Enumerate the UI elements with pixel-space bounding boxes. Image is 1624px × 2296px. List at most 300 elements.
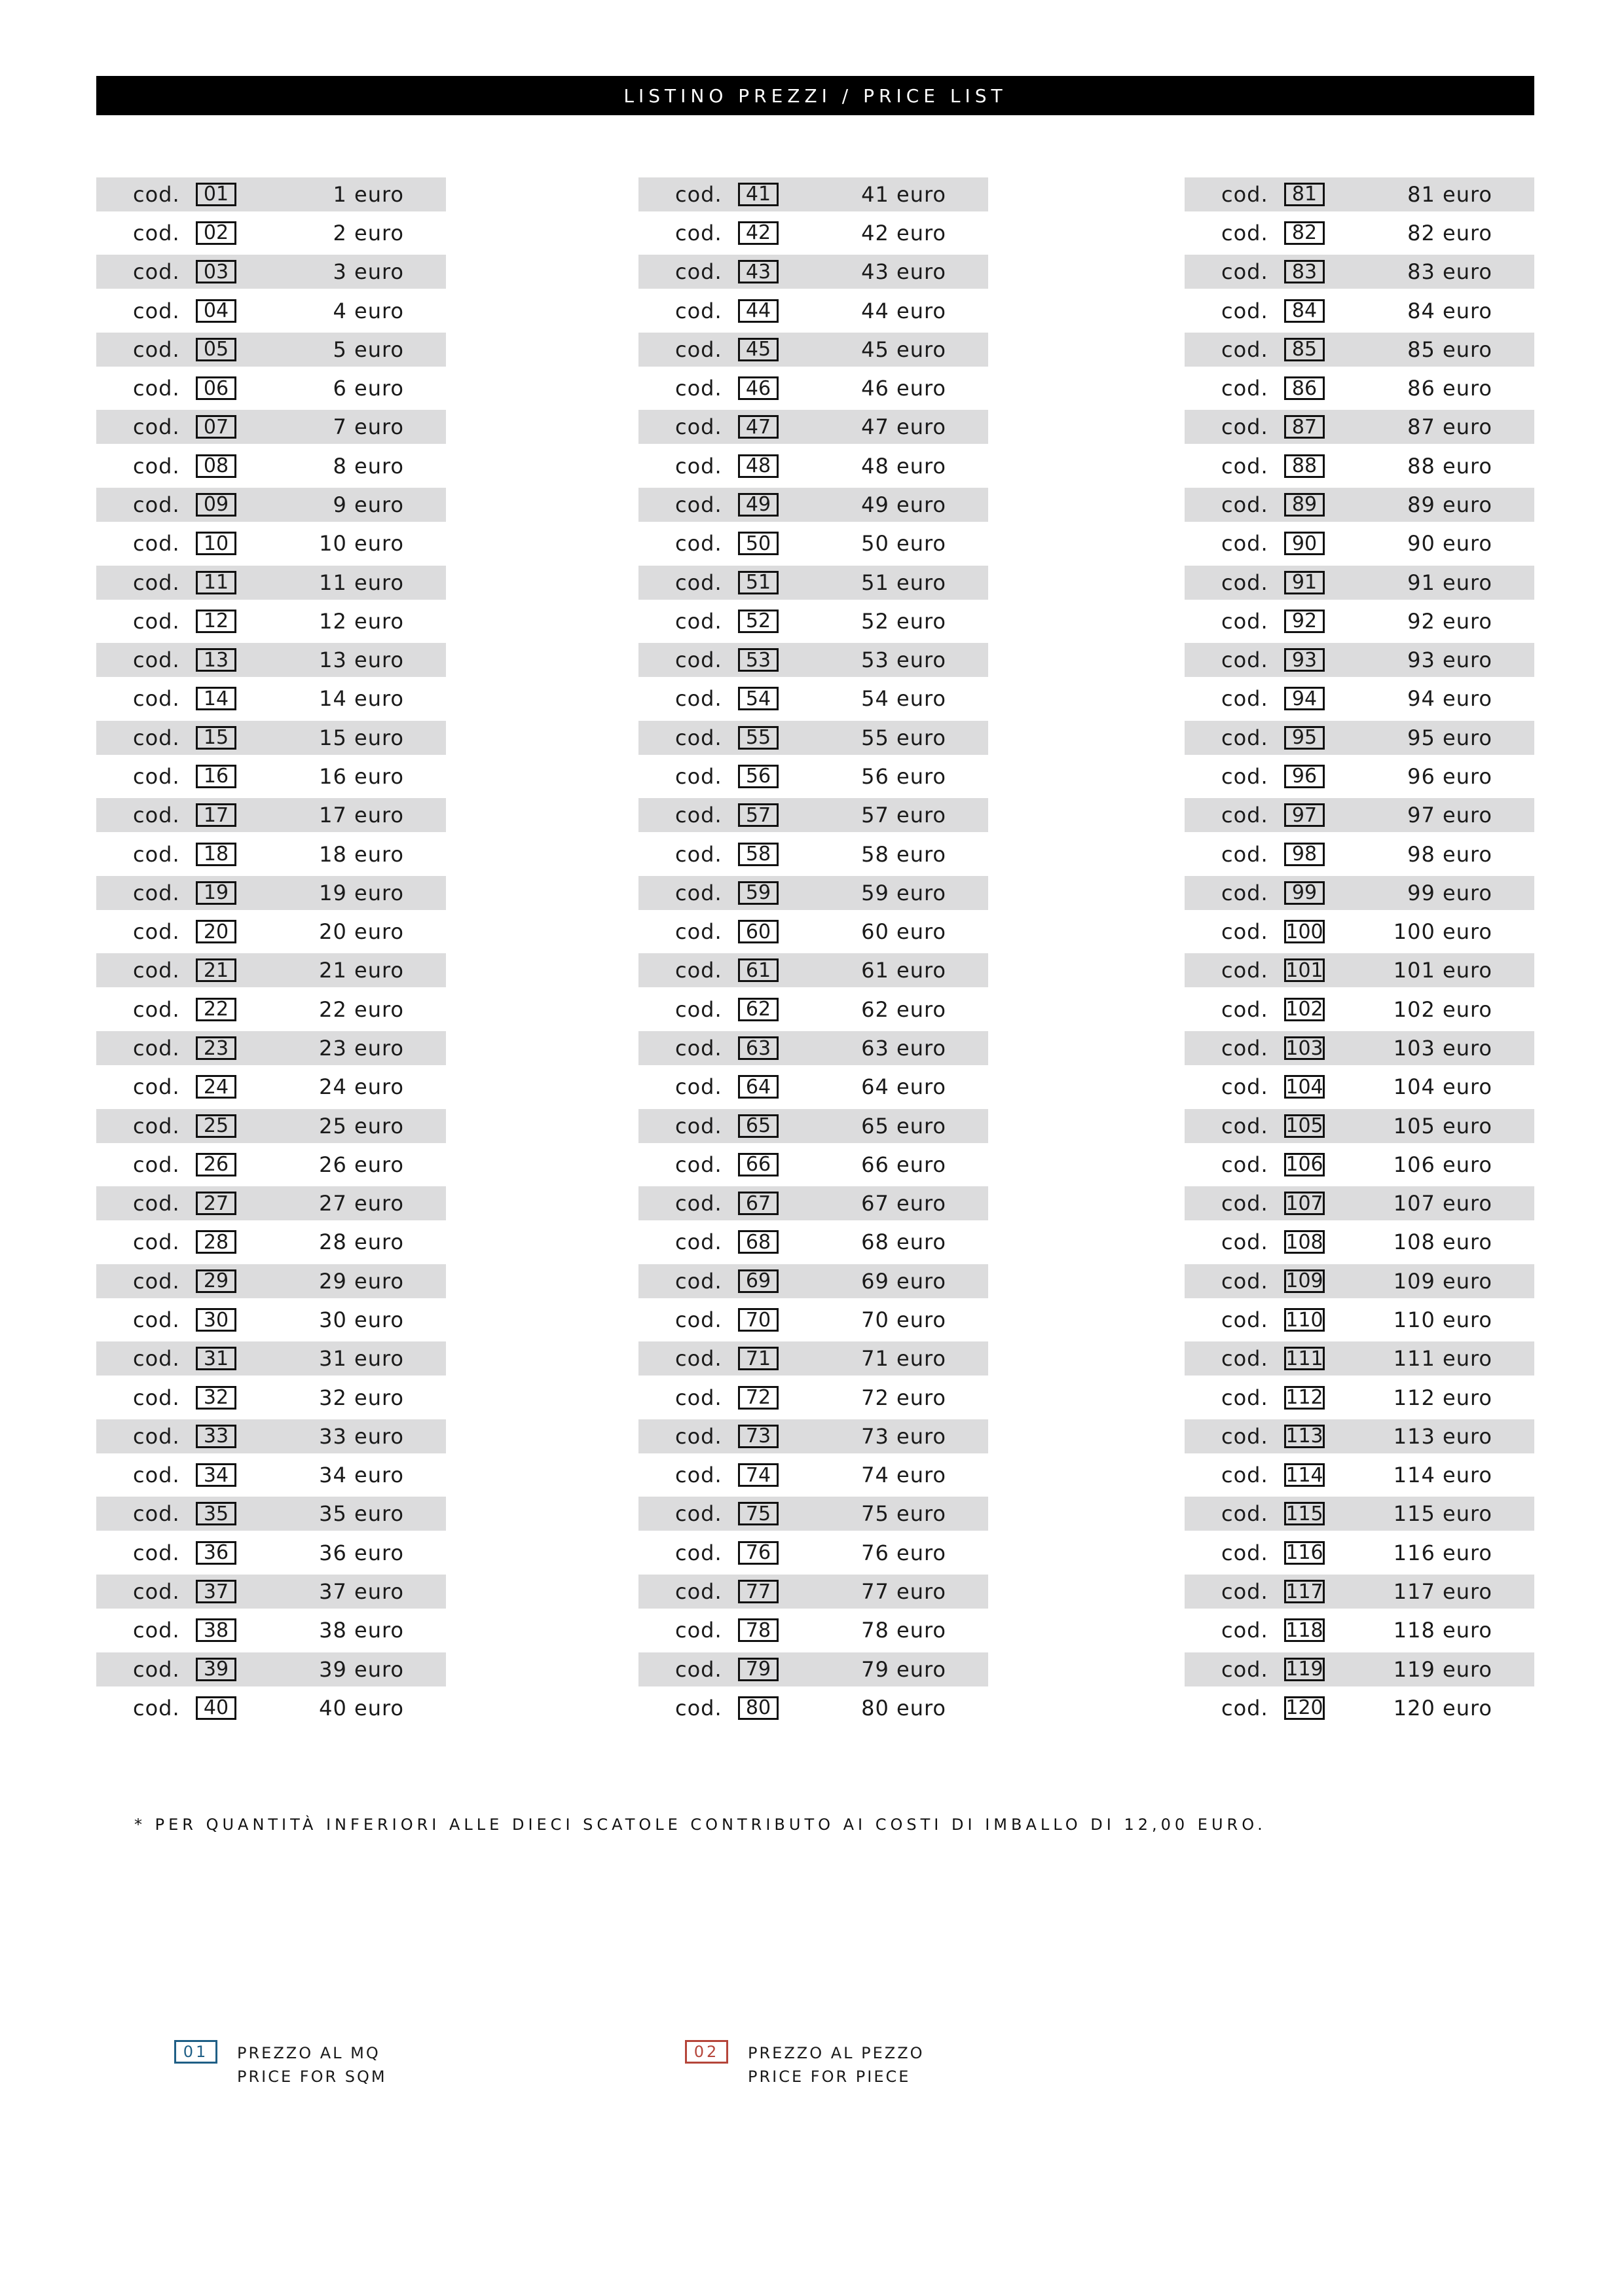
price-value: 43 euro	[861, 259, 946, 285]
cod-label: cod.	[1221, 725, 1268, 750]
code-box: 04	[196, 299, 236, 323]
cod-label: cod.	[133, 841, 180, 867]
price-row	[1185, 369, 1534, 407]
price-value: 35 euro	[319, 1501, 404, 1527]
price-row	[638, 643, 988, 677]
cod-label: cod.	[675, 803, 722, 828]
code-box: 82	[1284, 221, 1325, 245]
price-row	[96, 990, 446, 1029]
code-box: 118	[1284, 1618, 1325, 1642]
code-box: 13	[196, 648, 236, 672]
code-box: 47	[738, 415, 779, 439]
cod-label: cod.	[675, 647, 722, 673]
price-value: 61 euro	[861, 958, 946, 983]
price-row	[638, 333, 988, 367]
price-value: 18 euro	[319, 841, 404, 867]
cod-label: cod.	[1221, 841, 1268, 867]
cod-label: cod.	[675, 686, 722, 712]
legend-code-box: 01	[174, 2040, 217, 2064]
price-value: 68 euro	[861, 1230, 946, 1255]
code-box: 31	[196, 1347, 236, 1370]
code-box: 63	[738, 1036, 779, 1060]
price-value: 52 euro	[861, 608, 946, 634]
cod-label: cod.	[1221, 570, 1268, 595]
code-box: 92	[1284, 610, 1325, 633]
code-box: 106	[1284, 1153, 1325, 1176]
code-box: 54	[738, 687, 779, 710]
cod-label: cod.	[675, 1423, 722, 1449]
price-row	[1185, 643, 1534, 677]
code-box: 71	[738, 1347, 779, 1370]
price-value: 56 euro	[861, 763, 946, 789]
legend-item-sqm	[174, 2040, 387, 2088]
price-value: 75 euro	[861, 1501, 946, 1527]
code-box: 52	[738, 610, 779, 633]
price-row	[1185, 1378, 1534, 1417]
cod-label: cod.	[675, 1618, 722, 1643]
cod-label: cod.	[675, 414, 722, 440]
price-row	[96, 1419, 446, 1453]
price-row	[1185, 1456, 1534, 1495]
price-value: 98 euro	[1407, 841, 1492, 867]
code-box: 70	[738, 1308, 779, 1332]
price-row	[96, 643, 446, 677]
code-box: 14	[196, 687, 236, 710]
cod-label: cod.	[675, 259, 722, 285]
price-value: 25 euro	[319, 1113, 404, 1139]
price-row	[96, 1264, 446, 1298]
price-value: 16 euro	[319, 763, 404, 789]
code-box: 76	[738, 1541, 779, 1565]
code-box: 87	[1284, 415, 1325, 439]
price-row	[1185, 1688, 1534, 1727]
price-row	[638, 990, 988, 1029]
code-box: 86	[1284, 376, 1325, 400]
price-row	[638, 721, 988, 755]
code-box: 108	[1284, 1230, 1325, 1254]
cod-label: cod.	[133, 763, 180, 789]
cod-label: cod.	[1221, 1036, 1268, 1061]
price-row	[96, 1031, 446, 1065]
price-row	[96, 1652, 446, 1686]
price-row	[1185, 1419, 1534, 1453]
price-row	[1185, 757, 1534, 795]
cod-label: cod.	[133, 1579, 180, 1605]
price-row	[96, 524, 446, 563]
code-box: 57	[738, 803, 779, 827]
cod-label: cod.	[133, 1346, 180, 1372]
code-box: 20	[196, 920, 236, 943]
price-value: 14 euro	[319, 686, 404, 712]
cod-label: cod.	[1221, 686, 1268, 712]
code-box: 100	[1284, 920, 1325, 943]
price-value: 51 euro	[861, 570, 946, 595]
price-value: 50 euro	[861, 531, 946, 556]
cod-label: cod.	[133, 1113, 180, 1139]
price-value: 23 euro	[319, 1036, 404, 1061]
code-box: 85	[1284, 338, 1325, 361]
price-row	[638, 757, 988, 795]
cod-label: cod.	[1221, 1423, 1268, 1449]
price-row	[1185, 1068, 1534, 1106]
code-box: 19	[196, 881, 236, 905]
price-row	[638, 213, 988, 252]
cod-label: cod.	[1221, 1579, 1268, 1605]
price-value: 5 euro	[333, 337, 404, 362]
price-value: 86 euro	[1407, 376, 1492, 401]
price-value: 69 euro	[861, 1268, 946, 1294]
price-value: 42 euro	[861, 220, 946, 246]
price-row	[1185, 446, 1534, 485]
code-box: 103	[1284, 1036, 1325, 1060]
code-box: 113	[1284, 1425, 1325, 1448]
price-row	[96, 1109, 446, 1143]
code-box: 07	[196, 415, 236, 439]
price-value: 39 euro	[319, 1656, 404, 1682]
price-row	[96, 177, 446, 211]
price-row	[1185, 1300, 1534, 1339]
price-row	[638, 1068, 988, 1106]
price-value: 104 euro	[1393, 1074, 1492, 1100]
price-row	[96, 1533, 446, 1572]
price-row	[1185, 1575, 1534, 1609]
price-value: 110 euro	[1393, 1307, 1492, 1333]
price-value: 29 euro	[319, 1268, 404, 1294]
code-box: 12	[196, 610, 236, 633]
cod-label: cod.	[133, 1036, 180, 1061]
price-value: 31 euro	[319, 1346, 404, 1372]
cod-label: cod.	[133, 1152, 180, 1177]
code-box: 72	[738, 1386, 779, 1410]
code-box: 117	[1284, 1580, 1325, 1603]
cod-label: cod.	[1221, 1307, 1268, 1333]
page-title: LISTINO PREZZI / PRICE LIST	[623, 84, 1007, 107]
code-box: 39	[196, 1658, 236, 1681]
price-value: 1 euro	[333, 181, 404, 207]
price-row	[1185, 1611, 1534, 1650]
code-box: 80	[738, 1696, 779, 1720]
legend-label-en: PRICE FOR PIECE	[748, 2068, 911, 2086]
code-box: 110	[1284, 1308, 1325, 1332]
code-box: 105	[1284, 1114, 1325, 1138]
price-row	[96, 1497, 446, 1531]
price-value: 106 euro	[1393, 1152, 1492, 1177]
code-box: 30	[196, 1308, 236, 1332]
price-value: 36 euro	[319, 1540, 404, 1565]
cod-label: cod.	[1221, 414, 1268, 440]
cod-label: cod.	[133, 996, 180, 1022]
cod-label: cod.	[1221, 1074, 1268, 1100]
code-box: 88	[1284, 454, 1325, 478]
price-row	[1185, 410, 1534, 444]
code-box: 53	[738, 648, 779, 672]
price-value: 83 euro	[1407, 259, 1492, 285]
code-box: 96	[1284, 765, 1325, 788]
cod-label: cod.	[133, 298, 180, 323]
price-value: 74 euro	[861, 1463, 946, 1488]
cod-label: cod.	[1221, 763, 1268, 789]
code-box: 23	[196, 1036, 236, 1060]
price-value: 118 euro	[1393, 1618, 1492, 1643]
code-box: 09	[196, 493, 236, 517]
price-column-1	[96, 175, 446, 1728]
price-row	[96, 1145, 446, 1184]
price-row	[638, 835, 988, 873]
cod-label: cod.	[675, 1346, 722, 1372]
price-row	[638, 1652, 988, 1686]
code-box: 116	[1284, 1541, 1325, 1565]
code-box: 64	[738, 1075, 779, 1099]
price-value: 26 euro	[319, 1152, 404, 1177]
price-row	[1185, 1031, 1534, 1065]
legend-label-it: PREZZO AL PEZZO	[748, 2044, 925, 2062]
code-box: 28	[196, 1230, 236, 1254]
cod-label: cod.	[133, 1695, 180, 1721]
price-row	[96, 680, 446, 718]
price-value: 34 euro	[319, 1463, 404, 1488]
price-row	[638, 1300, 988, 1339]
code-box: 90	[1284, 532, 1325, 555]
code-box: 56	[738, 765, 779, 788]
cod-label: cod.	[1221, 1463, 1268, 1488]
cod-label: cod.	[675, 453, 722, 479]
code-box: 89	[1284, 493, 1325, 517]
code-box: 93	[1284, 648, 1325, 672]
price-value: 70 euro	[861, 1307, 946, 1333]
cod-label: cod.	[675, 376, 722, 401]
cod-label: cod.	[133, 570, 180, 595]
code-box: 84	[1284, 299, 1325, 323]
code-box: 01	[196, 183, 236, 206]
code-box: 66	[738, 1153, 779, 1176]
price-row	[638, 953, 988, 987]
price-row	[96, 1611, 446, 1650]
code-box: 38	[196, 1618, 236, 1642]
cod-label: cod.	[133, 1463, 180, 1488]
price-value: 9 euro	[333, 492, 404, 517]
code-box: 27	[196, 1192, 236, 1215]
cod-label: cod.	[133, 919, 180, 945]
price-row	[1185, 1652, 1534, 1686]
price-row	[96, 1223, 446, 1262]
price-value: 54 euro	[861, 686, 946, 712]
code-box: 10	[196, 532, 236, 555]
cod-label: cod.	[675, 958, 722, 983]
price-value: 57 euro	[861, 803, 946, 828]
cod-label: cod.	[675, 1656, 722, 1682]
price-value: 115 euro	[1393, 1501, 1492, 1527]
price-value: 114 euro	[1393, 1463, 1492, 1488]
price-value: 120 euro	[1393, 1695, 1492, 1721]
price-value: 21 euro	[319, 958, 404, 983]
price-row	[1185, 1497, 1534, 1531]
price-value: 47 euro	[861, 414, 946, 440]
price-value: 113 euro	[1393, 1423, 1492, 1449]
price-value: 28 euro	[319, 1230, 404, 1255]
cod-label: cod.	[133, 1618, 180, 1643]
code-box: 81	[1284, 183, 1325, 206]
price-value: 8 euro	[333, 453, 404, 479]
cod-label: cod.	[133, 1074, 180, 1100]
price-value: 88 euro	[1407, 453, 1492, 479]
price-row	[1185, 721, 1534, 755]
price-value: 13 euro	[319, 647, 404, 673]
code-box: 69	[738, 1269, 779, 1293]
price-row	[96, 798, 446, 832]
code-box: 75	[738, 1502, 779, 1525]
price-row	[1185, 488, 1534, 522]
legend-label-it: PREZZO AL MQ	[237, 2044, 380, 2062]
price-value: 117 euro	[1393, 1579, 1492, 1605]
price-row	[96, 255, 446, 289]
price-value: 17 euro	[319, 803, 404, 828]
price-row	[1185, 1145, 1534, 1184]
code-box: 08	[196, 454, 236, 478]
cod-label: cod.	[675, 1113, 722, 1139]
price-row	[96, 1068, 446, 1106]
cod-label: cod.	[675, 1191, 722, 1216]
price-row	[638, 798, 988, 832]
code-box: 102	[1284, 998, 1325, 1021]
price-row	[1185, 835, 1534, 873]
price-value: 3 euro	[333, 259, 404, 285]
price-value: 102 euro	[1393, 996, 1492, 1022]
cod-label: cod.	[133, 376, 180, 401]
cod-label: cod.	[1221, 1501, 1268, 1527]
code-box: 68	[738, 1230, 779, 1254]
price-row	[638, 1456, 988, 1495]
price-value: 10 euro	[319, 531, 404, 556]
legend-code-box: 02	[685, 2040, 728, 2064]
cod-label: cod.	[133, 1501, 180, 1527]
price-value: 108 euro	[1393, 1230, 1492, 1255]
price-row	[638, 1109, 988, 1143]
price-row	[638, 1145, 988, 1184]
cod-label: cod.	[1221, 492, 1268, 517]
cod-label: cod.	[1221, 298, 1268, 323]
price-row	[1185, 291, 1534, 330]
price-row	[638, 1419, 988, 1453]
code-box: 25	[196, 1114, 236, 1138]
price-row	[638, 446, 988, 485]
price-row	[638, 1688, 988, 1727]
price-row	[96, 446, 446, 485]
cod-label: cod.	[675, 996, 722, 1022]
code-box: 78	[738, 1618, 779, 1642]
code-box: 48	[738, 454, 779, 478]
price-row	[1185, 953, 1534, 987]
price-row	[1185, 912, 1534, 951]
cod-label: cod.	[133, 453, 180, 479]
code-box: 37	[196, 1580, 236, 1603]
price-value: 105 euro	[1393, 1113, 1492, 1139]
code-box: 55	[738, 726, 779, 750]
price-row	[638, 680, 988, 718]
price-row	[1185, 524, 1534, 563]
price-value: 32 euro	[319, 1385, 404, 1410]
code-box: 119	[1284, 1658, 1325, 1681]
price-value: 116 euro	[1393, 1540, 1492, 1565]
price-value: 107 euro	[1393, 1191, 1492, 1216]
price-row	[638, 1223, 988, 1262]
code-box: 06	[196, 376, 236, 400]
cod-label: cod.	[133, 220, 180, 246]
price-row	[638, 488, 988, 522]
cod-label: cod.	[675, 337, 722, 362]
code-box: 11	[196, 571, 236, 594]
code-box: 16	[196, 765, 236, 788]
price-row	[1185, 177, 1534, 211]
price-value: 49 euro	[861, 492, 946, 517]
price-value: 91 euro	[1407, 570, 1492, 595]
price-value: 40 euro	[319, 1695, 404, 1721]
cod-label: cod.	[1221, 880, 1268, 905]
price-value: 30 euro	[319, 1307, 404, 1333]
price-row	[96, 1186, 446, 1220]
price-value: 119 euro	[1393, 1656, 1492, 1682]
cod-label: cod.	[1221, 453, 1268, 479]
cod-label: cod.	[1221, 1268, 1268, 1294]
cod-label: cod.	[675, 1074, 722, 1100]
cod-label: cod.	[1221, 919, 1268, 945]
price-value: 46 euro	[861, 376, 946, 401]
page-title-bar	[96, 76, 1534, 115]
price-row	[1185, 1533, 1534, 1572]
cod-label: cod.	[133, 1268, 180, 1294]
price-row	[1185, 990, 1534, 1029]
code-box: 114	[1284, 1463, 1325, 1487]
price-value: 22 euro	[319, 996, 404, 1022]
cod-label: cod.	[675, 181, 722, 207]
cod-label: cod.	[133, 259, 180, 285]
code-box: 03	[196, 260, 236, 283]
cod-label: cod.	[133, 1656, 180, 1682]
cod-label: cod.	[133, 958, 180, 983]
price-value: 67 euro	[861, 1191, 946, 1216]
price-value: 109 euro	[1393, 1268, 1492, 1294]
price-row	[638, 1533, 988, 1572]
price-row	[638, 1575, 988, 1609]
price-value: 48 euro	[861, 453, 946, 479]
price-value: 79 euro	[861, 1656, 946, 1682]
code-box: 35	[196, 1502, 236, 1525]
price-value: 73 euro	[861, 1423, 946, 1449]
price-row	[638, 255, 988, 289]
price-row	[96, 1688, 446, 1727]
price-row	[638, 410, 988, 444]
cod-label: cod.	[675, 919, 722, 945]
code-box: 101	[1284, 958, 1325, 982]
price-value: 94 euro	[1407, 686, 1492, 712]
price-value: 112 euro	[1393, 1385, 1492, 1410]
price-value: 44 euro	[861, 298, 946, 323]
code-box: 33	[196, 1425, 236, 1448]
code-box: 95	[1284, 726, 1325, 750]
price-value: 4 euro	[333, 298, 404, 323]
price-row	[638, 566, 988, 600]
price-column-3	[1185, 175, 1534, 1728]
price-value: 96 euro	[1407, 763, 1492, 789]
price-row	[96, 488, 446, 522]
price-value: 76 euro	[861, 1540, 946, 1565]
code-box: 15	[196, 726, 236, 750]
code-box: 24	[196, 1075, 236, 1099]
cod-label: cod.	[133, 492, 180, 517]
cod-label: cod.	[1221, 1230, 1268, 1255]
price-row	[1185, 876, 1534, 910]
code-box: 49	[738, 493, 779, 517]
cod-label: cod.	[133, 181, 180, 207]
